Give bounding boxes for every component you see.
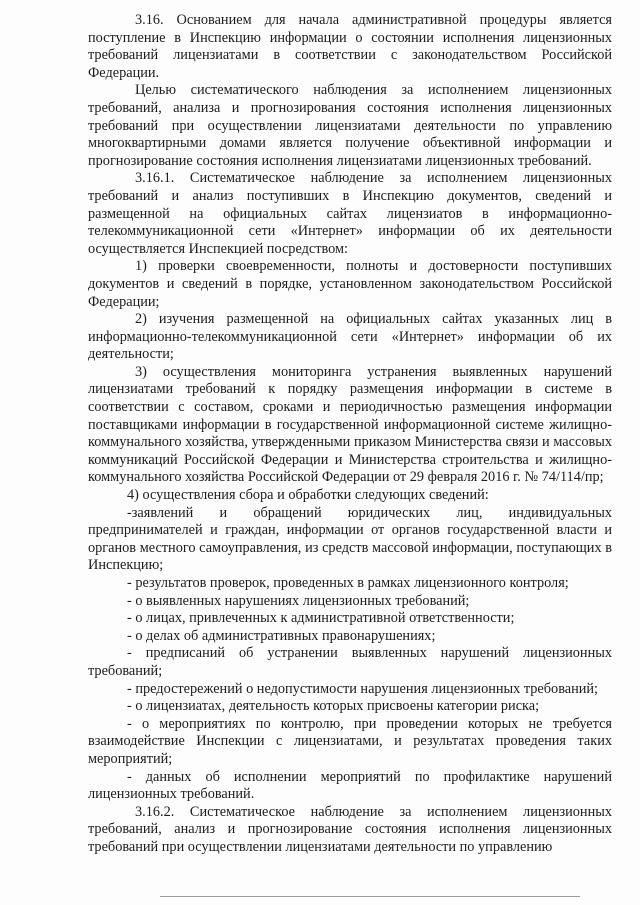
- list-item-2: 2) изучения размещенной на официальных сайтах указанных лиц в информационно-телекоммуникационной сети «Интернет» информации об их деятельности;: [88, 311, 612, 363]
- bullet-prevention-data: - данных об исполнении мероприятий по профилактике нарушений лицензионных требований.: [88, 768, 612, 803]
- list-item-1: 1) проверки своевременности, полноты и достоверности поступивших документов и сведений в порядке, установленном законодательством Российской Федерации;: [88, 258, 612, 310]
- bullet-inspection-results: - результатов проверок, проведенных в рамках лицензионного контроля;: [127, 575, 569, 591]
- bullet-risk-categories: - о лицензиатах, деятельность которых присвоены категории риска;: [127, 698, 540, 715]
- bullet-liable-persons: - о лицах, привлеченных к административной ответственности;: [127, 610, 515, 627]
- bullet-applications: -заявлений и обращений юридических лиц, индивидуальных предпринимателей и граждан, информации от органов государственной власти и органов местного самоуправления, из средств массовой информации, поступающих в Инспекцию;: [88, 504, 612, 574]
- paragraph-3-16-1: 3.16.1. Систематическое наблюдение за исполнением лицензионных требований и анализ поступивших в Инспекцию документов, сведений и размещенной на официальных сайтах лицензиатов в информационно-телекоммуникационной сети «Интернет» информации об их деятельности осуществляется Инспекцией посредством:: [88, 170, 612, 257]
- bullet-warnings: - предостережений о недопустимости нарушения лицензионных требований;: [127, 680, 599, 697]
- paragraph-3-16-2: 3.16.2. Систематическое наблюдение за исполнением лицензионных требований, анализ и прогнозирование состояния исполнения лицензионных требований при осуществлении лицензиатами деятельности по управлению: [88, 803, 612, 855]
- paragraph-3-16: 3.16. Основанием для начала административной процедуры является поступление в Инспекцию информации о состоянии исполнения лицензионных требований лицензиатами в соответствии с законодательством Российской Федерации.: [88, 12, 612, 81]
- list-item-4: 4) осуществления сбора и обработки следующих сведений:: [127, 487, 489, 504]
- bullet-offense-cases: - о делах об административных правонарушениях;: [127, 627, 436, 644]
- document-body: [88, 12, 612, 857]
- paragraph-goal: Целью систематического наблюдения за исполнением лицензионных требований, анализа и прогнозирования состояния исполнения лицензионных требований при осуществлении лицензиатами деятельности по управлению многоквартирными домами является получение объективной информации и прогнозирование состояния исполнения лицензиатами лицензионных требований.: [88, 82, 612, 169]
- bullet-violations: - о выявленных нарушениях лицензионных требований;: [127, 592, 470, 609]
- page-bottom-rule: [160, 896, 580, 897]
- bullet-control-measures: - о мероприятиях по контролю, при проведении которых не требуется взаимодействие Инспекции с лицензиатами, и результатах проведения таких мероприятий;: [88, 715, 612, 767]
- list-item-3: 3) осуществления мониторинга устранения выявленных нарушений лицензиатами требований к порядку размещения информации в системе в соответствии с составом, сроками и периодичностью размещения информации поставщиками информации в государственной информационной системе жилищно-коммунального хозяйства, утвержденными приказом Министерства связи и массовых коммуникаций Российской Федерации и Министерства строительства и жилищно-коммунального хозяйства Российской Федерации от 29 февраля 2016 г. № 74/114/пр;: [88, 363, 612, 486]
- bullet-orders: - предписаний об устранении выявленных нарушений лицензионных требований;: [88, 645, 612, 679]
